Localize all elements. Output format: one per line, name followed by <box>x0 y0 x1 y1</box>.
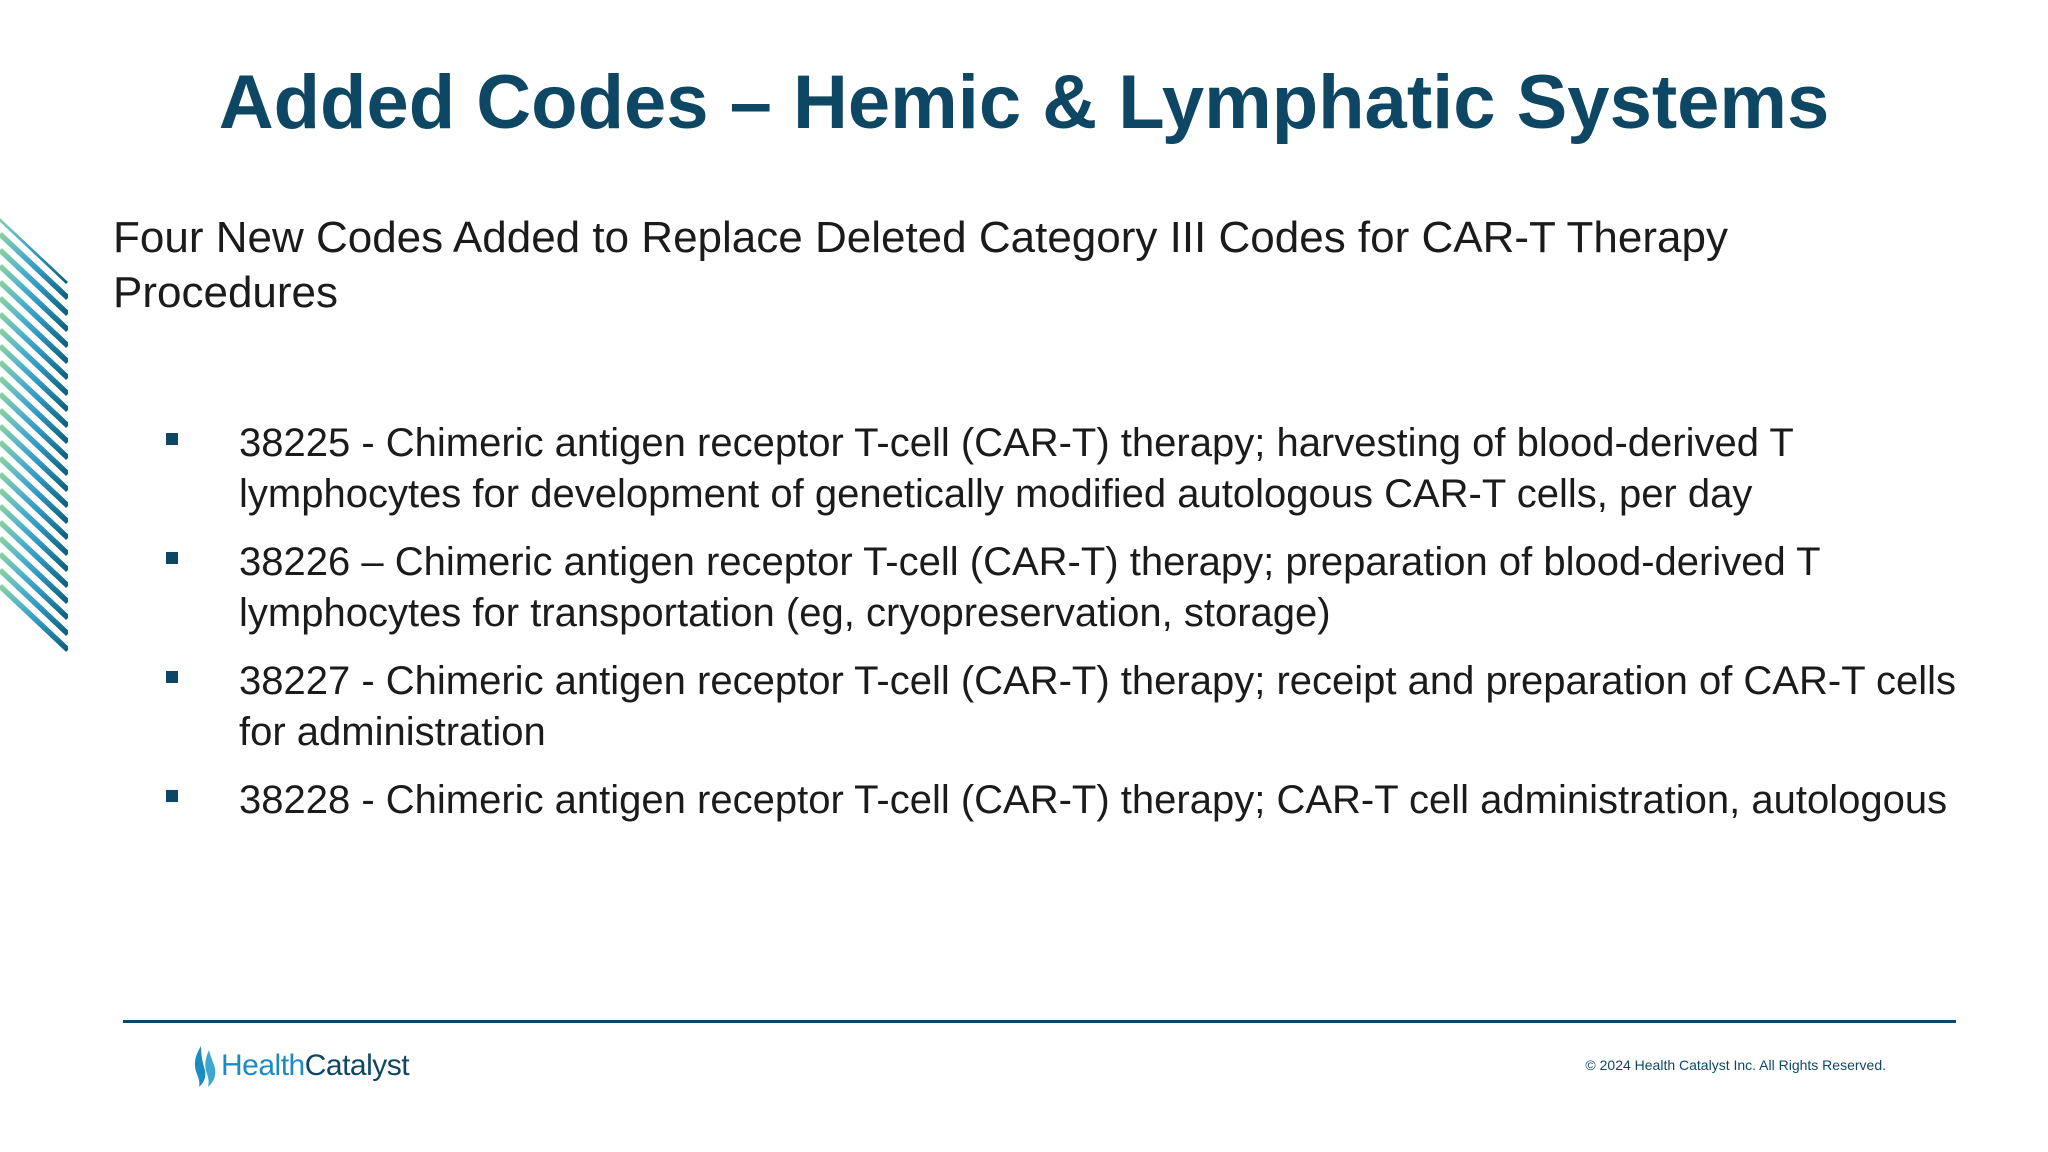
list-item <box>160 537 1995 639</box>
list-item <box>160 656 1995 758</box>
slide-title: Added Codes – Hemic & Lymphatic Systems <box>218 60 1830 145</box>
code-text: 38228 - Chimeric antigen receptor T-cell (CAR-T) therapy; CAR-T cell administration, autologous <box>239 778 1948 822</box>
flame-icon <box>192 1044 218 1088</box>
code-text: 38226 – Chimeric antigen receptor T-cell (CAR-T) therapy; preparation of blood-derived T lymphocytes for transportation (eg, cryopreservation, storage) <box>239 540 1820 635</box>
list-item <box>160 418 1995 520</box>
square-bullet-icon <box>166 552 178 564</box>
logo-text-health: Health <box>221 1049 305 1082</box>
square-bullet-icon <box>166 790 178 802</box>
list-item <box>160 775 1995 826</box>
square-bullet-icon <box>166 671 178 683</box>
logo-wordmark <box>221 1049 409 1083</box>
decorative-stripes <box>0 218 68 654</box>
code-text: 38225 - Chimeric antigen receptor T-cell (CAR-T) therapy; harvesting of blood-derived T lymphocytes for development of genetically modified autologous CAR-T cells, per day <box>239 421 1794 516</box>
footer-divider <box>123 1020 1956 1023</box>
health-catalyst-logo <box>192 1043 409 1089</box>
square-bullet-icon <box>166 433 178 445</box>
logo-text-catalyst: Catalyst <box>304 1049 410 1082</box>
copyright-notice: © 2024 Health Catalyst Inc. All Rights Reserved. <box>1585 1057 1886 1073</box>
slide-subtitle: Four New Codes Added to Replace Deleted Category III Codes for CAR-T Therapy Procedures <box>113 213 1728 317</box>
code-list <box>160 418 1995 843</box>
code-text: 38227 - Chimeric antigen receptor T-cell (CAR-T) therapy; receipt and preparation of CAR-T cells for administration <box>239 659 1957 754</box>
